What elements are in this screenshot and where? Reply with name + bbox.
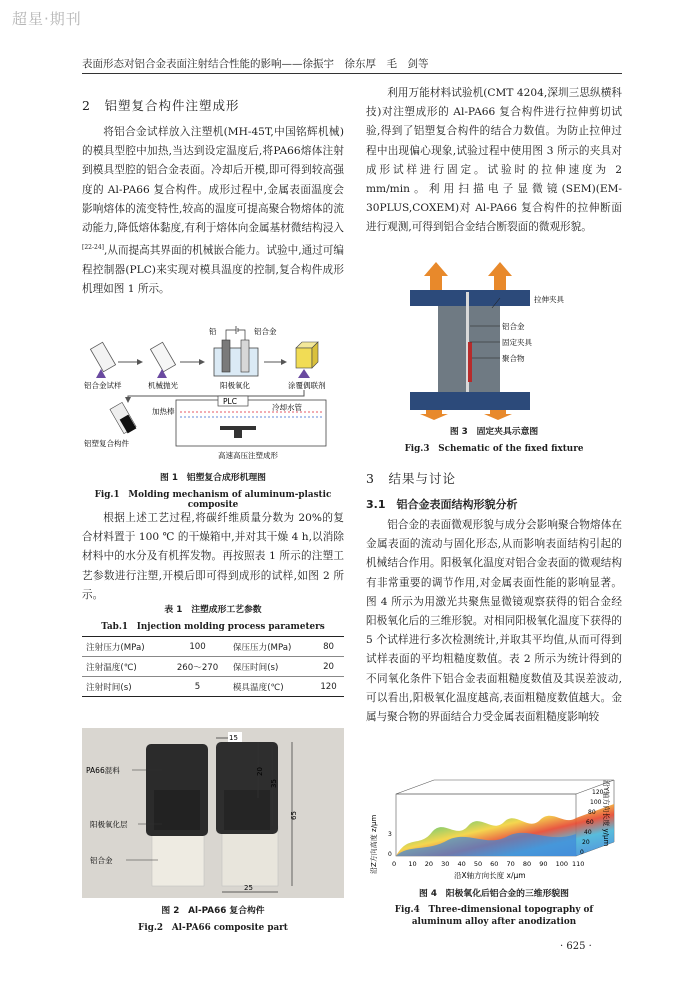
table-cell: 注射时间(s) [82,677,166,697]
figure-4-caption-en-2: aluminum alloy after anodization [411,917,577,927]
table-cell: 注射温度(℃) [82,657,166,677]
fig4-y-tick: 0 [580,849,584,856]
table-row [82,637,344,657]
table-cell: 260～270 [166,657,229,677]
fig4-x-tick: 110 [572,860,585,868]
fig1-sample-label: 铝合金试样 [84,381,122,390]
fig1-lead-label: 铅 [209,327,217,336]
fig4-y-tick: 40 [584,829,592,836]
fig2-pa66-label: PA66混料 [86,766,120,775]
figure-1-diagram [82,322,344,462]
left-paragraph-1 [82,123,344,299]
figure-2-caption-cn: 图 2 Al-PA66 复合构件 [161,906,265,916]
fig2-dim-35: 35 [270,779,278,788]
fig1-anod-label: 阳极氧化 [220,381,250,390]
fig3-clamp-label: 拉伸夹具 [534,295,564,304]
fig1-plc-label: PLC [223,397,237,406]
fig4-x-tick: 60 [490,860,499,868]
fig3-fix-label: 固定夹具 [502,338,532,347]
fig2-dim-20: 20 [256,767,264,776]
fig4-xlabel: 沿X轴方向长度 x/μm [454,871,526,880]
fig3-al-label: 铝合金 [502,322,525,331]
fig4-y-tick: 20 [582,839,590,846]
fig4-x-tick: 70 [506,860,515,868]
table-1-caption-en: Tab.1 Injection molding process parameters [101,622,325,632]
fig4-ylabel: 沿Y轴方向长度 y/μm [602,780,610,847]
table-cell: 保压时间(s) [229,657,313,677]
figure-3-caption-cn: 图 3 固定夹具示意图 [449,427,539,437]
right-paragraph-2 [366,516,622,727]
fig2-dim-25: 25 [244,884,253,892]
table-cell: 注射压力(MPa) [82,637,166,657]
fig4-x-tick: 20 [424,860,434,868]
left-paragraph-2 [82,509,344,605]
table-cell: 100 [166,637,229,657]
header-rule [82,73,622,74]
fig2-al-label: 铝合金 [90,856,113,865]
fig4-z-tick: 3 [388,831,392,838]
fig1-polish-label: 机械抛光 [148,381,178,390]
figure-4-caption-cn: 图 4 阳极氧化后铝合金的三维形貌图 [419,889,569,899]
left-p1-tail: ,从而提高其界面的机械嵌合能力。试验中,通过可编程控制器(PLC)来实现对模具温度的控制,复合构件成形机理如图 1 所示。 [82,244,344,296]
figure-3-caption-en: Fig.3 Schematic of the fixed fixture [404,444,584,454]
right-p2-text: 铝合金的表面微观形貌与成分会影响聚合物熔体在金属表面的流动与固化形态,从而影响表面结构引起的机械结合作用。阳极氧化温度对铝合金表面的微观结构有非常重要的调节作用,对金属表面性能的影响显著。图 4 所示为用激光共聚焦显微镜观察获得的铝合金经阳极氧化后的三维形貌。对相同阳极氧化温度下获得的 5 个试样进行多次检测统计,并取其平均值,从而可得到试样表面的平均粗糙度数值。表 2 所示为统计得到的不同氧化条件下铝合金表面粗糙度数值及其误差波动,可以看出,阳极氧化温度越高,表面粗糙度数值越大。金属与聚合物的界面结合力受金属表面粗糙度影响较 [366,519,622,724]
fig4-x-tick: 50 [473,860,483,868]
section-2-title: 2 铝塑复合构件注塑成形 [82,98,240,113]
table-cell: 20 [313,657,344,677]
fig3-poly-label: 聚合物 [502,354,525,363]
left-p2-text: 根据上述工艺过程,将碳纤维质量分数为 20%的复合材料置于 100 ℃ 的干燥箱中,并对其干燥 4 h,以消除材料中的水分及有机挥发物。再按照表 1 所示的注塑工艺参数进行注塑,开模后即可得到成形的试样,如图 2 所示。 [82,512,344,601]
right-paragraph-1 [366,84,622,238]
fig4-x-tick: 40 [457,860,466,868]
fig4-zlabel: 沿Z方向高度 z/μm [370,814,378,874]
fig4-x-tick: 100 [555,860,569,868]
fig1-al-label: 铝合金 [254,327,277,336]
table-cell: 120 [313,677,344,697]
table-cell: 5 [166,677,229,697]
figure-2-caption-en: Fig.2 Al-PA66 composite part [138,923,288,933]
brand-watermark: 超星·期刊 [12,10,82,28]
fig1-part-label: 铝塑复合构件 [84,439,129,448]
fig4-x-tick: 0 [392,860,397,868]
fig4-x-tick: 30 [441,860,450,868]
figure-1-caption-en: Fig.1 Molding mechanism of aluminum-plastic composite [94,490,332,510]
table-cell: 模具温度(℃) [229,677,313,697]
table-1 [82,636,344,697]
running-header: 表面形态对铝合金表面注射结合性能的影响——徐振宇 徐东厚 毛 剑等 [82,58,429,70]
table-cell: 80 [313,637,344,657]
fig2-anod-label: 阳极氧化层 [90,820,128,829]
figure-3-diagram [408,262,580,420]
figure-2-photo [82,728,344,898]
table-1-caption-cn: 表 1 注塑成形工艺参数 [164,605,262,615]
right-p1-text: 利用万能材料试验机(CMT 4204,深圳三思纵横科技)对注塑成形的 Al-PA66 复合构件进行拉伸剪切试验,得到了铝塑复合构件的结合力数值。为防止拉伸过程中出现偏心现象,试验过程中使用图 3 所示的夹具对成形试样进行固定。试验时的拉伸速度为 2 mm/min。利用扫描电子显微镜(SEM)(EM-30PLUS,COXEM)对 Al-PA66 复合构件的拉伸断面进行观测,可得到铝合金结合断裂面的微观形貌。 [366,87,622,234]
section-3-title: 3 结果与讨论 [366,471,456,486]
fig1-heater-label: 加热棒 [152,407,175,416]
figure-4-topography [368,774,622,882]
table-row [82,657,344,677]
fig4-z-tick: 0 [388,851,392,858]
fig4-y-tick: 100 [590,799,602,806]
table-row [82,677,344,697]
fig1-mold-label: 高速高压注塑成形 [218,451,278,460]
fig2-dim-15: 15 [229,734,238,742]
section-3-1-title: 3.1 铝合金表面结构形貌分析 [366,498,518,511]
fig2-dim-65: 65 [290,811,298,820]
fig1-cool-label: 冷却水管 [272,403,302,412]
fig4-x-tick: 10 [408,860,417,868]
fig4-y-tick: 80 [588,809,596,816]
sample-plate [90,342,115,372]
citation: [22-24] [82,244,104,252]
fig4-x-ticks [392,860,584,868]
fig4-z-ticks [388,831,392,858]
figure-4-caption-en-1: Fig.4 Three-dimensional topography of [394,905,594,915]
fig1-coat-label: 涂覆偶联剂 [288,381,326,390]
figure-1-caption-cn: 图 1 铝塑复合成形机理图 [160,473,266,483]
fig4-y-tick: 60 [586,819,594,826]
page-number: · 625 · [560,941,592,952]
fig4-x-tick: 80 [522,860,532,868]
left-p1-text: 将铝合金试样放入注塑机(MH-45T,中国铭辉机械)的模具型腔中加热,当达到设定温度后,将PA66熔体注射到模具型腔的铝合金表面。冷却后开模,即可得到较高强度的 Al-PA66 复合构件。成形过程中,金属表面温度会影响熔体的流变特性,较高的温度可提高聚合物熔体的流动能力,降低熔体黏度,有利于熔体向金属基材微结构浸入 [82,126,344,235]
fig4-x-tick: 90 [539,860,548,868]
table-cell: 保压压力(MPa) [229,637,313,657]
fig4-y-tick: 120 [592,789,604,796]
